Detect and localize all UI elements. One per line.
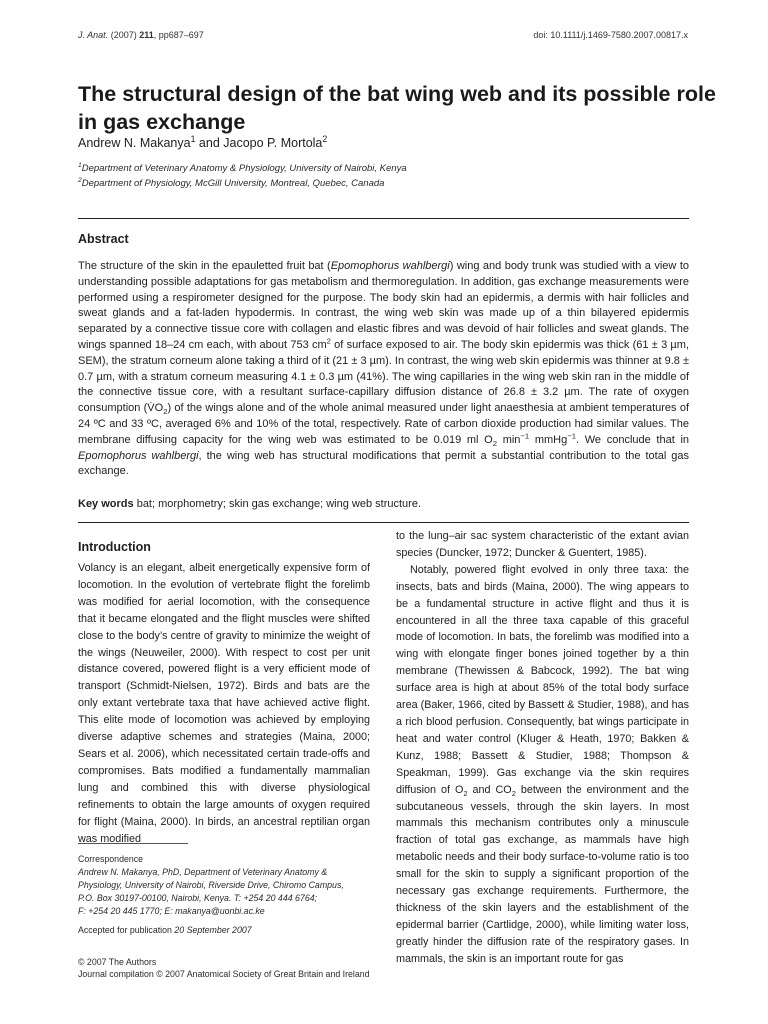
accepted-date	[78, 925, 252, 935]
author-list	[78, 133, 328, 150]
subscript: 2	[511, 788, 516, 798]
introduction-heading: Introduction	[78, 540, 151, 554]
author-name: Jacopo P. Mortola	[223, 136, 323, 150]
paragraph-text: and CO	[467, 783, 512, 796]
author-affiliation-marker: 2	[322, 133, 328, 144]
abstract-heading: Abstract	[78, 232, 129, 246]
author-affiliation-marker: 1	[190, 133, 196, 144]
accepted-label: Accepted for publication	[78, 925, 175, 935]
affiliation-text: Department of Physiology, McGill University, Montreal, Quebec, Canada	[81, 178, 385, 189]
divider	[78, 522, 689, 523]
species-name: Epomophorus wahlbergi	[330, 260, 450, 272]
copyright-footer	[78, 956, 370, 980]
keywords-label: Key words	[78, 498, 134, 510]
superscript: −1	[520, 431, 530, 441]
author-separator: and	[195, 136, 224, 150]
paragraph-text: between the environment and the subcutaneous vessels, through the skin layers. In most mammals this mechanism contributes only a minuscule fraction of total gas exchange, as mammals have high metabolic needs and their body surface-to-volume ratio is too small for the skin to supply a significant proportion of the necessary gas exchange requirements. Furthermore, the thickness of the skin layers and the establishment of the epidermal barrier (Cartlidge, 2000), while limiting water loss, greatly hinder the diffusion rate of the respiratory gases. In mammals, the skin is an important route for gas	[396, 783, 689, 965]
keywords	[78, 498, 689, 510]
running-header-citation	[78, 30, 204, 40]
introduction-left-column: Volancy is an elegant, albeit energetically expensive form of locomotion. In the evolution of vertebrate flight the forelimb was modified for aerial locomotion, with the consequence that it became elongated and the flight muscles were shifted close to the body’s centre of gravity to minimize the weight of the wings (Neuweiler, 2000). With respect to cost per unit distance covered, powered flight is a very efficient mode of transport (Schmidt-Nielsen, 1972). Birds and bats are the only extant vertebrate taxa that have achieved active flight. This elite mode of locomotion was achieved by employing diverse adaptive schemes and strategies (Maina, 2000; Sears et al. 2006), which necessitated certain trade-offs and compromises. Bats modified a fundamentally mammalian lung and combined this with diverse physiological refinements to obtain the large amounts of oxygen required for flight (Maina, 2000). In birds, an ancestral reptilian organ was modified	[78, 562, 370, 845]
accepted-value: 20 September 2007	[174, 925, 252, 935]
affiliation-marker: 2	[78, 176, 82, 184]
abstract-text: ) wing and body trunk was studied with a view to understanding possible adaptations for gas metabolism and thermoregulation. In addition, gas exchange measurements were performed using a respirometer designed for the purpose. The body skin had an epidermis, a dermis with hair follicles and sweat glands and a fat-laden hypodermis. In contrast, the wing web skin was made up of a thin bilayered epidermis separated by a connective tissue core with collagen and elastic fibres and was devoid of hair follicles and sweat glands. The wings spanned 18–24 cm each, with about 753 cm	[78, 260, 689, 351]
abstract-text: , the wing web has structural modifications that permit a substantial contribution to the total gas exchange.	[78, 449, 689, 478]
copyright-line: Journal compilation © 2007 Anatomical Society of Great Britain and Ireland	[78, 969, 370, 979]
paragraph	[396, 562, 689, 968]
journal-pages: , pp687–697	[153, 30, 204, 40]
correspondence-line: P.O. Box 30197-00100, Nairobi, Kenya. T: +254 20 444 6764;	[78, 893, 318, 903]
article-title: The structural design of the bat wing web and its possible role in gas exchange	[78, 82, 716, 134]
abstract-text: of surface exposed to air. The body skin epidermis was thick (61 ± 3 µm, SEM), the stratum corneum alone taking a third of it (21 ± 3 µm). In contrast, the wing web skin epidermis was thinner at 9.8 ± 0.7 µm, with a stratum corneum measuring 4.1 ± 0.3 µm (41%). The wing capillaries in the wing web skin ran in the middle of the connective tissue core, with a resultant surface-capillary diffusion distance of 26.8 ± 3.2 µm. The rate of oxygen consumption (V̇O	[78, 338, 689, 415]
correspondence-line: F: +254 20 445 1770; E: makanya@uonbi.ac.ke	[78, 906, 265, 916]
subscript: 2	[492, 438, 498, 448]
paragraph-text: Notably, powered flight evolved in only three taxa: the insects, bats and birds (Maina, 2000). The wing appears to be a fundamental structure in active flight and thus it is encountered in all the three taxa capable of this graceful mode of locomotion. In bats, the forelimb was modified into a wing with elongate finger bones joined together by a thin membrane (Thewissen & Babcock, 1992). The bat wing surface area is high at about 85% of the total body surface area (Baker, 1966, cited by Bassett & Studier, 1988), and has a rich blood perfusion. Consequently, bat wings participate in heat and water control (Kluger & Heath, 1970; Bakken & Kunz, 1988; Bassett & Studier, 1988; Thompson & Speakman, 1999). Gas exchange via the skin requires diffusion of O	[396, 563, 689, 796]
doi[interactable]: doi: 10.1111/j.1469-7580.2007.00817.x	[533, 30, 688, 40]
abstract-text: . We conclude that in	[576, 433, 690, 446]
affiliation-text: Department of Veterinary Anatomy & Physiology, University of Nairobi, Kenya	[81, 163, 407, 174]
subscript: 2	[163, 407, 168, 417]
journal-year: (2007)	[110, 30, 137, 40]
correspondence-label: Correspondence	[78, 854, 144, 864]
correspondence-line: Andrew N. Makanya, PhD, Department of Veterinary Anatomy &	[78, 867, 328, 877]
abstract-text: ) of the wings alone and of the whole animal measured under light anaesthesia at ambient temperatures of 24 ºC and 33 ºC, averaged 6% and 10% of the total, respectively. Rate of carbon dioxide production had similar values. The membrane diffusing capacity for the wing web was estimated to be 0.019 ml O	[78, 402, 689, 446]
superscript: 2	[326, 336, 331, 346]
author-name: Andrew N. Makanya	[78, 136, 191, 150]
abstract-text: min	[497, 433, 521, 446]
correspondence	[78, 853, 370, 918]
paragraph: to the lung–air sac system characteristic of the extant avian species (Duncker, 1972; Duncker & Guentert, 1985).	[396, 530, 689, 559]
keywords-list: bat; morphometry; skin gas exchange; wing web structure.	[133, 498, 421, 510]
abstract-body	[78, 259, 689, 480]
copyright-line: © 2007 The Authors	[78, 957, 157, 967]
abstract-text: mmHg	[529, 433, 568, 446]
divider	[78, 218, 689, 219]
subscript: 2	[463, 788, 468, 798]
journal-name: J. Anat.	[78, 30, 109, 40]
abstract-text: The structure of the skin in the epauletted fruit bat (	[78, 260, 331, 272]
species-name: Epomophorus wahlbergi	[78, 449, 199, 462]
affiliation-marker: 1	[78, 161, 82, 169]
correspondence-line: Physiology, University of Nairobi, Riverside Drive, Chiromo Campus,	[78, 880, 344, 890]
introduction-right-column	[396, 528, 689, 968]
divider	[78, 843, 188, 844]
superscript: −1	[567, 431, 577, 441]
affiliation	[78, 163, 407, 174]
affiliation	[78, 178, 384, 189]
journal-volume: 211	[139, 30, 154, 40]
